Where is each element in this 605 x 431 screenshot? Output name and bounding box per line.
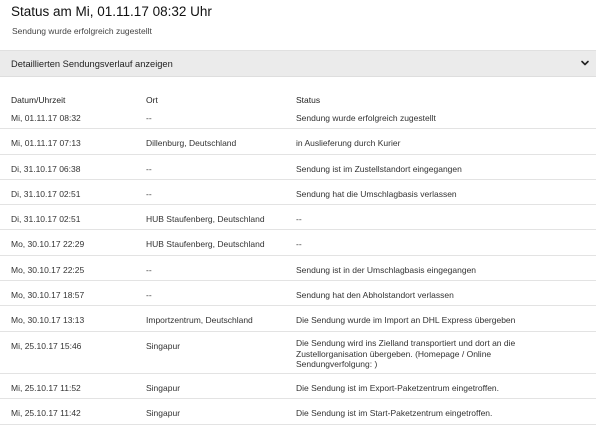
row-date: Di, 31.10.17 06:38 <box>11 164 81 174</box>
row-date: Mo, 30.10.17 18:57 <box>11 290 85 300</box>
row-date: Mo, 30.10.17 22:25 <box>11 265 85 275</box>
status-title: Status am Mi, 01.11.17 08:32 Uhr <box>11 4 212 19</box>
row-place: Singapur <box>146 383 181 393</box>
header-status: Status <box>296 95 321 105</box>
row-date: Mi, 01.11.17 07:13 <box>11 138 81 148</box>
row-date: Di, 31.10.17 02:51 <box>11 189 81 199</box>
header-place: Ort <box>146 95 158 105</box>
row-status: Sendung hat den Abholstandort verlassen <box>296 290 454 300</box>
row-place: Importzentrum, Deutschland <box>146 315 253 325</box>
row-status: Sendung hat die Umschlagbasis verlassen <box>296 189 457 199</box>
row-date: Mi, 25.10.17 11:42 <box>11 408 81 418</box>
row-date: Mo, 30.10.17 22:29 <box>11 239 85 249</box>
row-date: Mi, 25.10.17 15:46 <box>11 341 82 351</box>
row-place: -- <box>146 265 152 275</box>
row-status: in Auslieferung durch Kurier <box>296 138 401 148</box>
table-row <box>0 306 596 332</box>
row-date: Mo, 30.10.17 13:13 <box>11 315 85 325</box>
header-date: Datum/Uhrzeit <box>11 95 66 105</box>
row-status: Sendung wurde erfolgreich zugestellt <box>296 113 436 123</box>
history-expander[interactable] <box>0 50 596 77</box>
table-row <box>0 256 596 281</box>
row-place: -- <box>146 164 152 174</box>
row-status: Die Sendung wurde im Import an DHL Express übergeben <box>296 315 516 325</box>
table-row <box>0 104 596 129</box>
chevron-down-icon[interactable] <box>579 57 591 69</box>
table-row <box>0 332 596 374</box>
row-place: Dillenburg, Deutschland <box>146 138 237 148</box>
row-status: Die Sendung ist im Export-Paketzentrum eingetroffen. <box>296 383 500 393</box>
row-place: HUB Staufenberg, Deutschland <box>146 239 265 249</box>
status-subtitle: Sendung wurde erfolgreich zugestellt <box>12 26 152 36</box>
table-row <box>0 129 596 155</box>
row-date: Di, 31.10.17 02:51 <box>11 214 81 224</box>
row-status: Sendung ist in der Umschlagbasis eingegangen <box>296 265 477 275</box>
row-place: Singapur <box>146 341 181 351</box>
row-status: Die Sendung ist im Start-Paketzentrum eingetroffen. <box>296 408 493 418</box>
row-place: -- <box>146 189 152 199</box>
row-place: Singapur <box>146 408 181 418</box>
row-status: -- <box>296 239 302 249</box>
row-date: Mi, 25.10.17 11:52 <box>11 383 81 393</box>
row-status: Sendung ist im Zustellstandort eingegangen <box>296 164 462 174</box>
table-row <box>0 374 596 399</box>
row-date: Mi, 01.11.17 08:32 <box>11 113 81 123</box>
row-place: HUB Staufenberg, Deutschland <box>146 214 265 224</box>
table-row <box>0 281 596 306</box>
row-place: -- <box>146 290 152 300</box>
row-status: -- <box>296 214 302 224</box>
table-body <box>0 104 596 425</box>
table-row <box>0 180 596 205</box>
table-row <box>0 155 596 180</box>
history-expander-label: Detaillierten Sendungsverlauf anzeigen <box>11 59 173 69</box>
table-row <box>0 230 596 256</box>
row-status: Die Sendung wird ins Zielland transportiert und dort an die Zustellorganisation übergeben. (Homepage / Online Sendungverfolgung: ) <box>296 338 516 369</box>
history-table <box>0 88 596 425</box>
table-row <box>0 399 596 425</box>
row-place: -- <box>146 113 152 123</box>
table-header <box>0 88 596 104</box>
table-row <box>0 205 596 230</box>
